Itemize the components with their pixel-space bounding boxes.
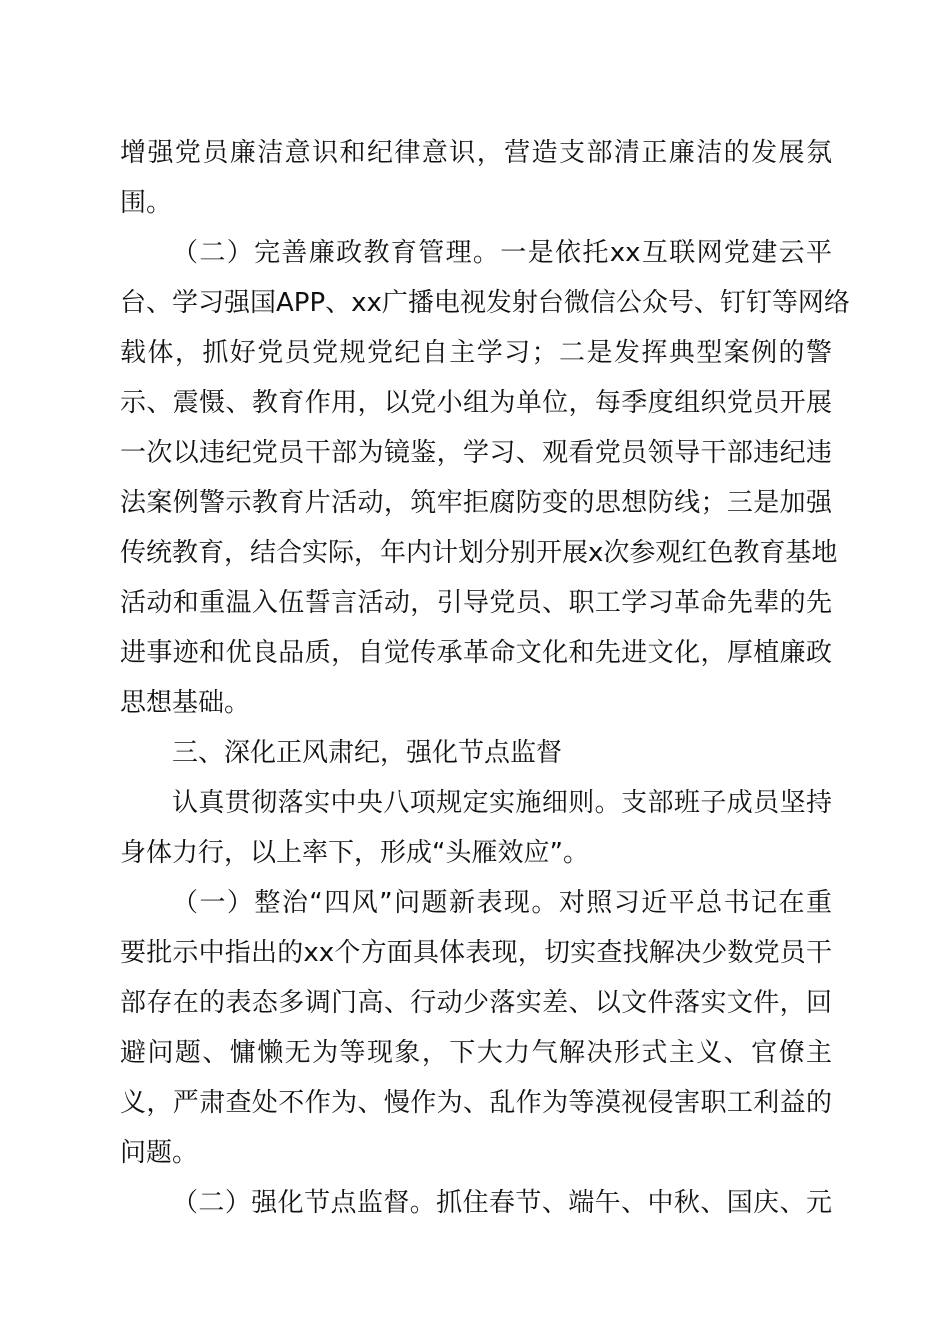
paragraph-line: 一次以违纪党员干部为镜鉴，学习、观看党员领导干部违纪违 bbox=[120, 438, 832, 468]
paragraph-line: 示、震慑、教育作用，以党小组为单位，每季度组织党员开展 bbox=[120, 388, 832, 418]
paragraph-line: 活动和重温入伍誓言活动，引导党员、职工学习革命先辈的先 bbox=[120, 588, 832, 618]
paragraph-line: 传统教育，结合实际，年内计划分别开展x次参观红色教育基地 bbox=[120, 538, 838, 568]
paragraph-line: 身体力行，以上率下，形成“头雁效应”。 bbox=[120, 838, 589, 868]
paragraph-line: 避问题、慵懒无为等现象，下大力气解决形式主义、官僚主 bbox=[120, 1038, 832, 1068]
paragraph-line: 要批示中指出的xx个方面具体表现，切实查找解决少数党员干 bbox=[120, 938, 832, 968]
paragraph-line: （一）整治“四风”问题新表现。对照习近平总书记在重 bbox=[172, 888, 832, 918]
paragraph-line: 法案例警示教育片活动，筑牢拒腐防变的思想防线；三是加强 bbox=[120, 488, 832, 518]
paragraph-line: 认真贯彻落实中央八项规定实施细则。支部班子成员坚持 bbox=[172, 788, 832, 818]
paragraph-line: 问题。 bbox=[120, 1138, 199, 1168]
paragraph-line: 增强党员廉洁意识和纪律意识，营造支部清正廉洁的发展氛 bbox=[120, 138, 832, 168]
paragraph-line: 进事迹和优良品质，自觉传承革命文化和先进文化，厚植廉政 bbox=[120, 638, 832, 668]
paragraph-line: 围。 bbox=[120, 188, 173, 218]
paragraph-line: 义，严肃查处不作为、慢作为、乱作为等漠视侵害职工利益的 bbox=[120, 1088, 832, 1118]
paragraph-line: 思想基础。 bbox=[120, 688, 251, 718]
paragraph-line: 载体，抓好党员党规党纪自主学习；二是发挥典型案例的警 bbox=[120, 338, 832, 368]
paragraph-line: （二）强化节点监督。抓住春节、端午、中秋、国庆、元 bbox=[172, 1188, 832, 1218]
paragraph-line: （二）完善廉政教育管理。一是依托xx互联网党建云平 bbox=[172, 238, 832, 268]
paragraph-line: 部存在的表态多调门高、行动少落实差、以文件落实文件，回 bbox=[120, 988, 832, 1018]
section-heading: 三、深化正风肃纪，强化节点监督 bbox=[172, 738, 563, 768]
paragraph-line: 台、学习强国APP、xx广播电视发射台微信公众号、钉钉等网络 bbox=[120, 288, 850, 318]
